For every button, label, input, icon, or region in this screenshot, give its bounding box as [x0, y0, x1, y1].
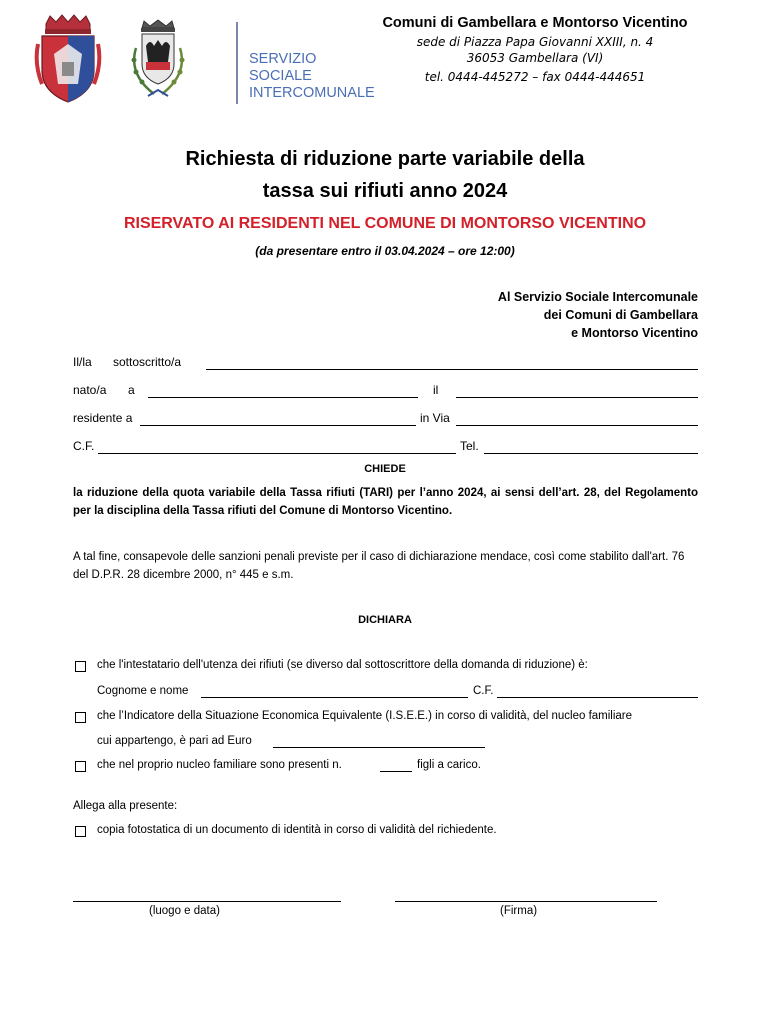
label-firma: (Firma) [500, 905, 538, 917]
chiede-heading: CHIEDE [364, 463, 406, 475]
checkbox-isee[interactable] [75, 712, 86, 723]
dichiara-heading: DICHIARA [358, 614, 412, 626]
label-sottoscritto: sottoscritto/a [113, 355, 182, 369]
declaration-figli-2: figli a carico. [417, 759, 481, 771]
label-cf: C.F. [73, 439, 95, 453]
label-cognome-nome: Cognome e nome [97, 685, 189, 697]
comuni-title: Comuni di Gambellara e Montorso Vicentino [382, 15, 688, 31]
field-cf[interactable] [98, 453, 456, 454]
recipient-line-2: dei Comuni di Gambellara [543, 308, 698, 322]
field-residence[interactable] [140, 425, 416, 426]
field-luogo-data[interactable] [73, 901, 341, 902]
field-firma[interactable] [395, 901, 657, 902]
field-birthplace[interactable] [148, 397, 418, 398]
field-isee-amount[interactable] [273, 747, 485, 748]
declaration-isee-line-1: che l’Indicatore della Situazione Economica Equivalente (I.S.E.E.) in corso di validità, del nucleo familiare [97, 710, 633, 722]
field-cognome-nome[interactable] [201, 697, 468, 698]
awareness-text: A tal fine, consapevole delle sanzioni penali previste per il caso di dichiarazione mendace, così come stabilito dall'art. 76 del D.P.R. 28 dicembre 2000, n° 445 e s.m. [73, 551, 685, 581]
label-il: il [433, 383, 439, 397]
label-tel: Tel. [460, 439, 479, 453]
field-tel[interactable] [484, 453, 698, 454]
declaration-isee-line-2: cui appartengo, è pari ad Euro [97, 735, 252, 747]
checkbox-figli[interactable] [75, 761, 86, 772]
cap-city: 36053 Gambellara (VI) [466, 51, 604, 65]
label-residente: residente a [73, 411, 133, 425]
label-nato: nato/a [73, 383, 107, 397]
label-cf-intestatario: C.F. [473, 685, 494, 697]
request-text: la riduzione della quota variabile della Tassa rifiuti (TARI) per l’anno 2024, ai sensi dell’art. 28, del Regolamento per la disciplina della Tassa rifiuti del Comune di Montorso Vicentino. [73, 487, 698, 517]
service-name: SERVIZIO SOCIALE INTERCOMUNALE [249, 51, 375, 101]
field-street[interactable] [456, 425, 698, 426]
gambellara-coat-of-arms-icon [32, 14, 104, 104]
declaration-figli-1: che nel proprio nucleo familiare sono presenti n. [97, 759, 342, 771]
reserved-notice: RISERVATO AI RESIDENTI NEL COMUNE DI MONTORSO VICENTINO [123, 215, 647, 232]
document-title-line-1: Richiesta di riduzione parte variabile della [185, 148, 585, 170]
field-cf-intestatario[interactable] [497, 697, 698, 698]
phone-fax: tel. 0444-445272 – fax 0444-444651 [424, 70, 646, 84]
montorso-coat-of-arms-icon [124, 18, 192, 106]
recipient-line-3: e Montorso Vicentino [571, 326, 698, 340]
checkbox-intestatario[interactable] [75, 661, 86, 672]
field-sottoscritto[interactable] [206, 369, 698, 370]
declaration-intestatario: che l'intestatario dell'utenza dei rifiuti (se diverso dal sottoscrittore della domanda di riduzione) è: [97, 659, 588, 671]
sede-address: sede di Piazza Papa Giovanni XXIII, n. 4 [416, 35, 654, 49]
label-luogo-data: (luogo e data) [149, 905, 220, 917]
allega-heading: Allega alla presente: [73, 800, 178, 812]
deadline-notice: (da presentare entro il 03.04.2024 – ore 12:00) [255, 244, 515, 258]
header-divider [236, 22, 238, 104]
recipient-line-1: Al Servizio Sociale Intercomunale [497, 290, 698, 304]
label-nato-a: a [128, 383, 135, 397]
document-title-line-2: tassa sui rifiuti anno 2024 [262, 180, 508, 202]
attachment-text: copia fotostatica di un documento di identità in corso di validità del richiedente. [97, 824, 497, 836]
label-il-la: Il/la [73, 355, 92, 369]
checkbox-attachment[interactable] [75, 826, 86, 837]
field-birthdate[interactable] [456, 397, 698, 398]
field-figli-count[interactable] [380, 771, 412, 772]
label-via: in Via [420, 411, 450, 425]
